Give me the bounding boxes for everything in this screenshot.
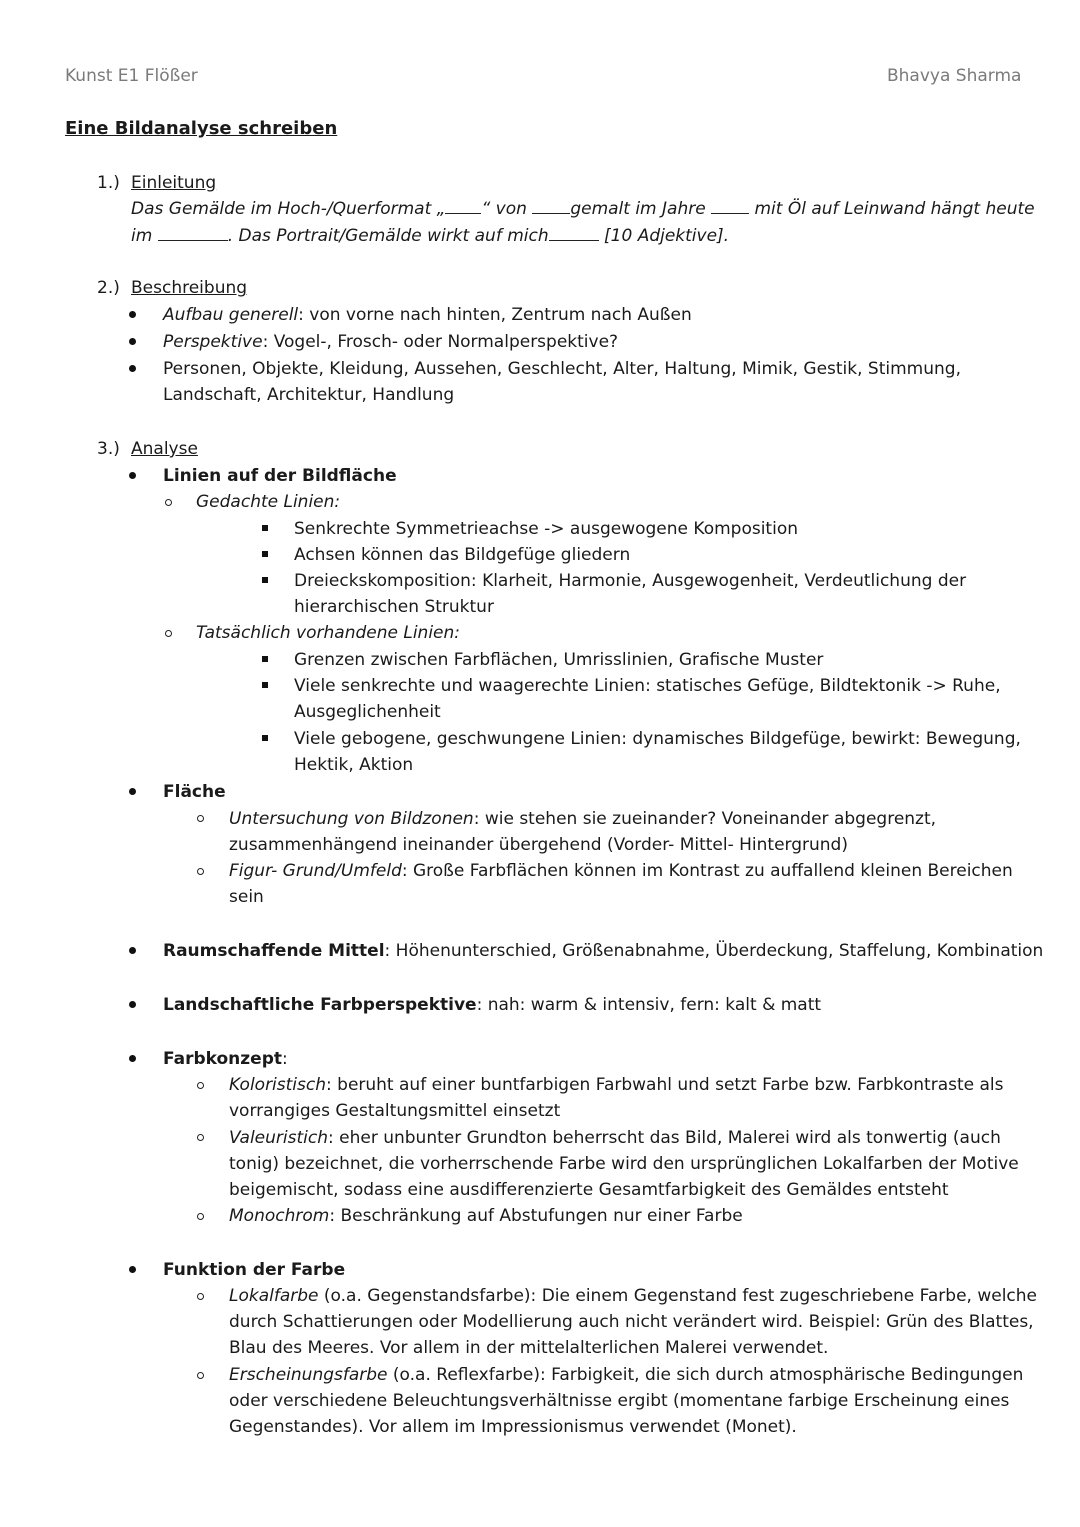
subitem-tatsaechliche-linien: Tatsächlich vorhandene Linien: [196,623,461,643]
subheading-farbkonzept: Farbkonzept: [163,1049,288,1069]
list-item-personen: Personen, Objekte, Kleidung, Aussehen, Geschlecht, Alter, Haltung, Mimik, Gestik, Stimmung, [163,359,961,379]
circle-bullet [197,815,204,822]
blank-title [445,196,481,214]
intro-text-year: gemalt im Jahre [570,199,706,219]
list-item-monochrom: Monochrom: Beschränkung auf Abstufungen nur einer Farbe [229,1206,743,1226]
subheading-flaeche: Fläche [163,782,226,802]
square-bullet [262,656,268,662]
intro-text-adjectives: [10 Adjektive]. [604,226,730,246]
circle-bullet [165,630,172,637]
list-item-senkrechte-cont: Ausgeglichenheit [294,702,441,722]
list-item-lokalfarbe-cont-2: Blau des Meeres. Vor allem in der mittelalterlichen Malerei verwendet. [229,1338,829,1358]
list-item-erscheinungsfarbe: Erscheinungsfarbe (o.a. Reflexfarbe): Farbigkeit, die sich durch atmosphärische Bedingungen [229,1365,1024,1385]
intro-text-im: im [131,226,153,246]
blank-artist [532,196,570,214]
intro-text-effect: . Das Portrait/Gemälde wirkt auf mich [227,226,549,246]
intro-line-2 [131,223,729,249]
section-1-heading: Einleitung [131,173,217,193]
square-bullet [262,682,268,688]
intro-text-place: mit Öl auf Leinwand hängt heute [754,199,1035,219]
subitem-gedachte-linien: Gedachte Linien: [196,492,341,512]
intro-text-format: Das Gemälde im Hoch-/Querformat „ [131,199,446,219]
list-item-valeuristisch-cont-1: tonig) bezeichnet, die vorherrschende Farbe wird den ursprünglichen Lokalfarben der Motive [229,1154,1019,1174]
list-item-figur-grund: Figur- Grund/Umfeld: Große Farbflächen können im Kontrast zu auffallend kleinen Bereichen [229,861,1013,881]
list-item-aufbau: Aufbau generell: von vorne nach hinten, Zentrum nach Außen [163,305,692,325]
bullet [129,365,136,372]
circle-bullet [197,1213,204,1220]
blank-adjectives [549,223,599,241]
bullet [129,788,136,795]
bullet [129,1001,136,1008]
bullet [129,338,136,345]
list-item-koloristisch: Koloristisch: beruht auf einer buntfarbigen Farbwahl und setzt Farbe bzw. Farbkontraste als [229,1075,1004,1095]
circle-bullet [165,499,172,506]
list-item-dreieck-cont: hierarchischen Struktur [294,597,494,617]
list-item-personen-cont: Landschaft, Architektur, Handlung [163,385,455,405]
list-item-gebogene-cont: Hektik, Aktion [294,755,414,775]
subheading-funktion-der-farbe: Funktion der Farbe [163,1260,346,1280]
square-bullet [262,525,268,531]
list-item-lokalfarbe-cont-1: durch Schattierungen oder Modellierung auch nicht verändert wird. Beispiel: Grün des Blattes, [229,1312,1034,1332]
bullet [129,311,136,318]
list-item-erscheinungsfarbe-cont-2: Gegenstandes). Vor allem im Impressionismus verwendet (Monet). [229,1417,797,1437]
subheading-linien: Linien auf der Bildfläche [163,466,397,486]
list-item-koloristisch-cont: vorrangiges Gestaltungsmittel einsetzt [229,1101,561,1121]
bullet [129,1266,136,1273]
list-item-figur-grund-cont: sein [229,887,264,907]
list-item-bildzonen-cont: zusammenhängend ineinander übergehend (Vorder- Mittel- Hintergrund) [229,835,848,855]
blank-museum [158,223,228,241]
list-item-lokalfarbe: Lokalfarbe (o.a. Gegenstandsfarbe): Die einem Gegenstand fest zugeschriebene Farbe, welche [229,1286,1038,1306]
document-title: Eine Bildanalyse schreiben [65,118,338,139]
list-item-erscheinungsfarbe-cont-1: oder verschiedene Beleuchtungsverhältnisse ergibt (momentane farbige Erscheinung eines [229,1391,1010,1411]
circle-bullet [197,868,204,875]
section-1-number: 1.) [97,173,120,193]
list-item-gebogene: Viele gebogene, geschwungene Linien: dynamisches Bildgefüge, bewirkt: Bewegung, [294,729,1021,749]
list-item-bildzonen: Untersuchung von Bildzonen: wie stehen sie zueinander? Voneinander abgegrenzt, [229,809,937,829]
list-item-valeuristisch-cont-2: beigemischt, sodass eine ausdifferenzierte Gesamtfarbigkeit des Gemäldes entsteht [229,1180,949,1200]
list-item-dreieck: Dreieckskomposition: Klarheit, Harmonie, Ausgewogenheit, Verdeutlichung der [294,571,967,591]
list-item-achsen: Achsen können das Bildgefüge gliedern [294,545,631,565]
circle-bullet [197,1134,204,1141]
list-item-farbperspektive: Landschaftliche Farbperspektive: nah: warm & intensiv, fern: kalt & matt [163,995,822,1015]
list-item-symmetrieachse: Senkrechte Symmetrieachse -> ausgewogene Komposition [294,519,798,539]
square-bullet [262,735,268,741]
bullet [129,472,136,479]
list-item-valeuristisch: Valeuristich: eher unbunter Grundton beherrscht das Bild, Malerei wird als tonwertig (auch [229,1128,1001,1148]
section-2-number: 2.) [97,278,120,298]
circle-bullet [197,1372,204,1379]
list-item-grenzen: Grenzen zwischen Farbflächen, Umrisslinien, Grafische Muster [294,650,824,670]
section-2-heading: Beschreibung [131,278,248,298]
header-author: Bhavya Sharma [887,66,1022,86]
square-bullet [262,551,268,557]
list-item-raumschaffende-mittel: Raumschaffende Mittel: Höhenunterschied, Größenabnahme, Überdeckung, Staffelung, Kombination [163,941,1044,961]
square-bullet [262,577,268,583]
section-3-number: 3.) [97,439,120,459]
circle-bullet [197,1293,204,1300]
blank-year [711,196,749,214]
intro-text-von: “ von [481,199,527,219]
bullet [129,1055,136,1062]
list-item-perspektive: Perspektive: Vogel-, Frosch- oder Normalperspektive? [163,332,619,352]
list-item-senkrechte: Viele senkrechte und waagerechte Linien: statisches Gefüge, Bildtektonik -> Ruhe, [294,676,1001,696]
section-3-heading: Analyse [131,439,198,459]
bullet [129,947,136,954]
intro-line-1 [131,196,1035,222]
header-course: Kunst E1 Flößer [65,66,198,86]
circle-bullet [197,1082,204,1089]
